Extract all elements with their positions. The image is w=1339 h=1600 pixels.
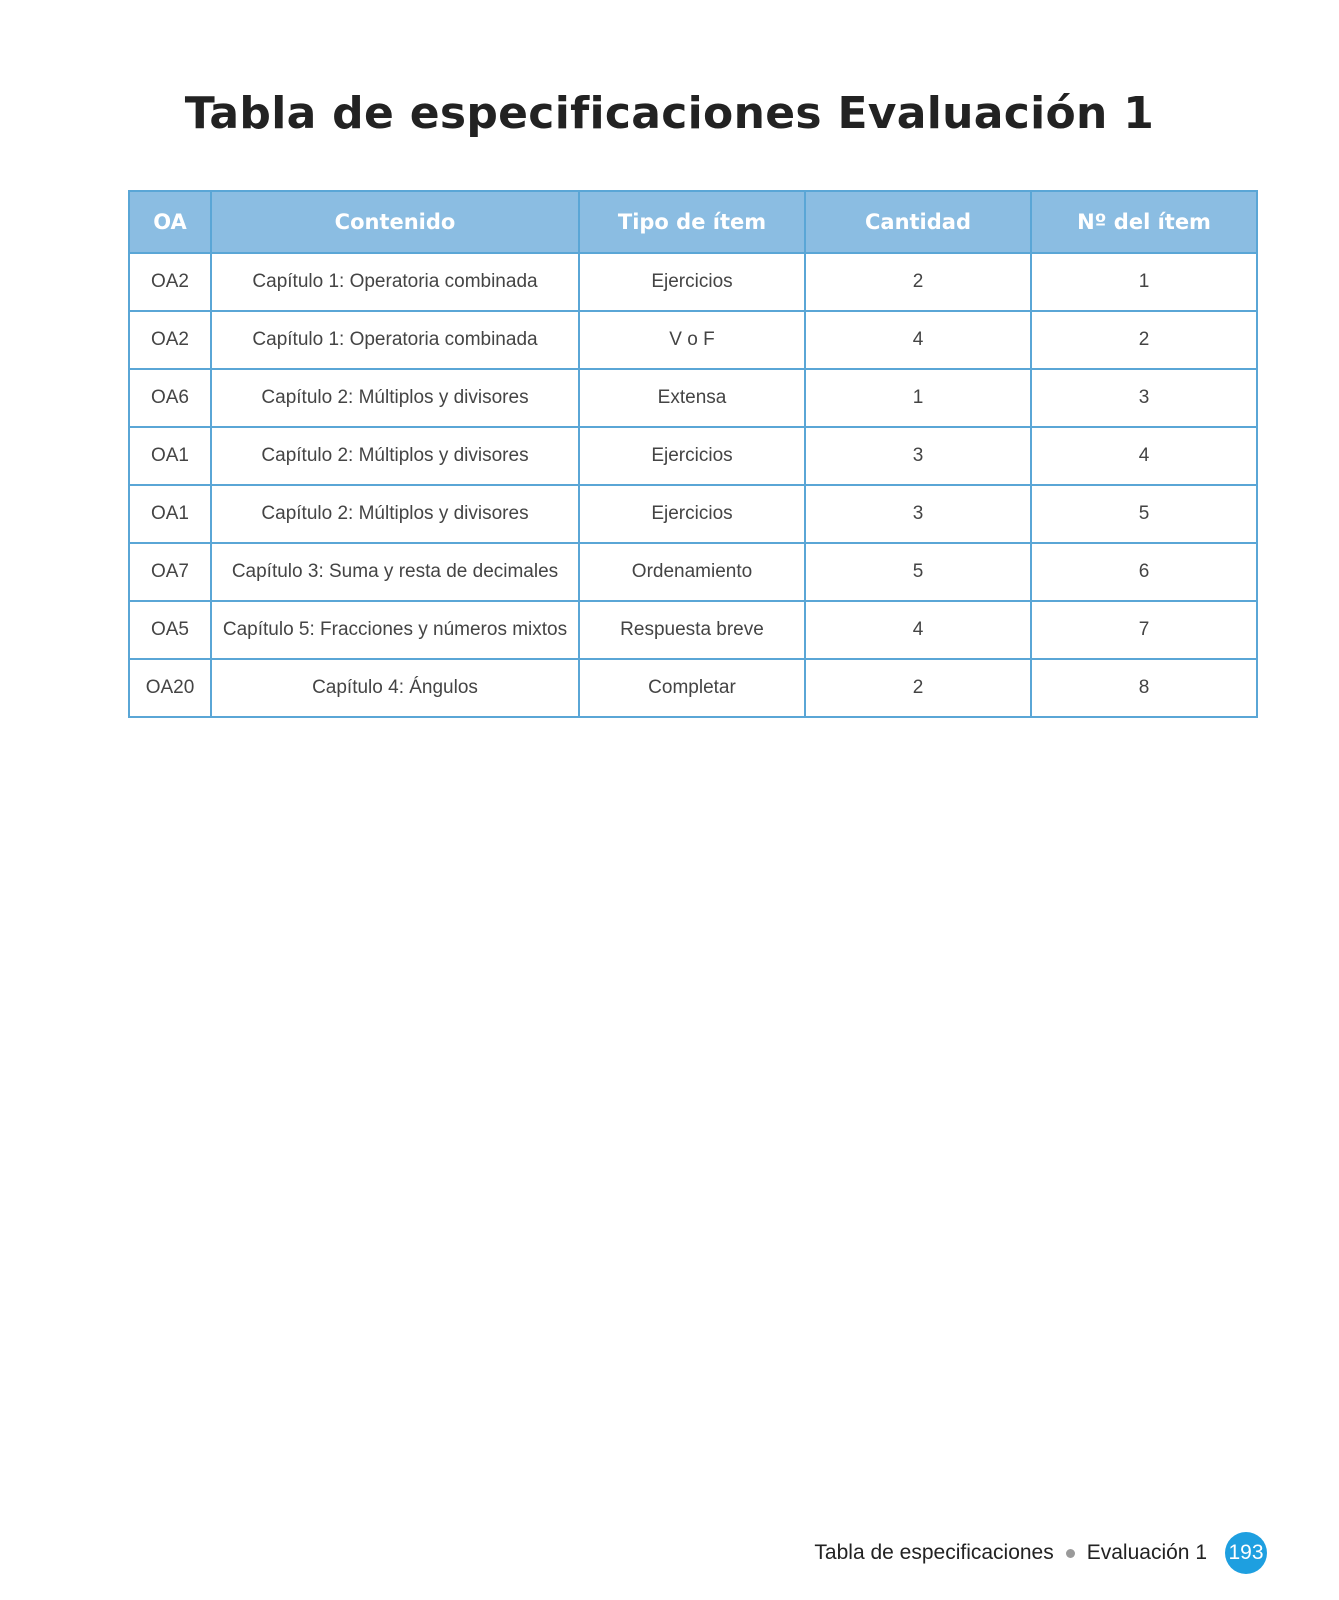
cell-tipo: Ejercicios (579, 427, 805, 485)
cell-cantidad: 2 (805, 253, 1031, 311)
table-header-row (129, 191, 1257, 253)
cell-cantidad: 1 (805, 369, 1031, 427)
cell-tipo: Extensa (579, 369, 805, 427)
cell-cantidad: 4 (805, 311, 1031, 369)
table-row (129, 253, 1257, 311)
cell-numero: 7 (1031, 601, 1257, 659)
cell-cantidad: 3 (805, 427, 1031, 485)
page-number-badge: 193 (1225, 1532, 1267, 1574)
separator-dot-icon (1066, 1549, 1075, 1558)
specifications-table (128, 190, 1258, 718)
cell-tipo: Ejercicios (579, 253, 805, 311)
cell-oa: OA7 (129, 543, 211, 601)
cell-numero: 6 (1031, 543, 1257, 601)
cell-oa: OA1 (129, 485, 211, 543)
cell-contenido: Capítulo 2: Múltiplos y divisores (211, 427, 579, 485)
table-row (129, 659, 1257, 717)
page-title: Tabla de especificaciones Evaluación 1 (184, 88, 1155, 139)
header-oa: OA (129, 191, 211, 253)
cell-oa: OA20 (129, 659, 211, 717)
cell-tipo: Completar (579, 659, 805, 717)
cell-numero: 4 (1031, 427, 1257, 485)
cell-numero: 3 (1031, 369, 1257, 427)
cell-numero: 5 (1031, 485, 1257, 543)
cell-contenido: Capítulo 2: Múltiplos y divisores (211, 485, 579, 543)
cell-contenido: Capítulo 4: Ángulos (211, 659, 579, 717)
cell-numero: 2 (1031, 311, 1257, 369)
cell-cantidad: 2 (805, 659, 1031, 717)
cell-contenido: Capítulo 3: Suma y resta de decimales (211, 543, 579, 601)
header-contenido: Contenido (211, 191, 579, 253)
cell-oa: OA6 (129, 369, 211, 427)
cell-oa: OA1 (129, 427, 211, 485)
header-numero-item: Nº del ítem (1031, 191, 1257, 253)
cell-contenido: Capítulo 1: Operatoria combinada (211, 253, 579, 311)
table-row (129, 601, 1257, 659)
cell-oa: OA5 (129, 601, 211, 659)
header-cantidad: Cantidad (805, 191, 1031, 253)
cell-tipo: Respuesta breve (579, 601, 805, 659)
cell-oa: OA2 (129, 311, 211, 369)
cell-cantidad: 5 (805, 543, 1031, 601)
table-row (129, 369, 1257, 427)
cell-oa: OA2 (129, 253, 211, 311)
header-tipo-de-item: Tipo de ítem (579, 191, 805, 253)
cell-tipo: Ordenamiento (579, 543, 805, 601)
cell-tipo: V o F (579, 311, 805, 369)
table-row (129, 543, 1257, 601)
cell-numero: 8 (1031, 659, 1257, 717)
table-row (129, 485, 1257, 543)
cell-tipo: Ejercicios (579, 485, 805, 543)
footer-section-label: Tabla de especificaciones (814, 1541, 1054, 1564)
cell-cantidad: 4 (805, 601, 1031, 659)
cell-cantidad: 3 (805, 485, 1031, 543)
page-footer (814, 1532, 1267, 1574)
cell-numero: 1 (1031, 253, 1257, 311)
table-row (129, 427, 1257, 485)
cell-contenido: Capítulo 2: Múltiplos y divisores (211, 369, 579, 427)
cell-contenido: Capítulo 1: Operatoria combinada (211, 311, 579, 369)
table-row (129, 311, 1257, 369)
footer-subsection-label: Evaluación 1 (1086, 1541, 1207, 1564)
cell-contenido: Capítulo 5: Fracciones y números mixtos (211, 601, 579, 659)
